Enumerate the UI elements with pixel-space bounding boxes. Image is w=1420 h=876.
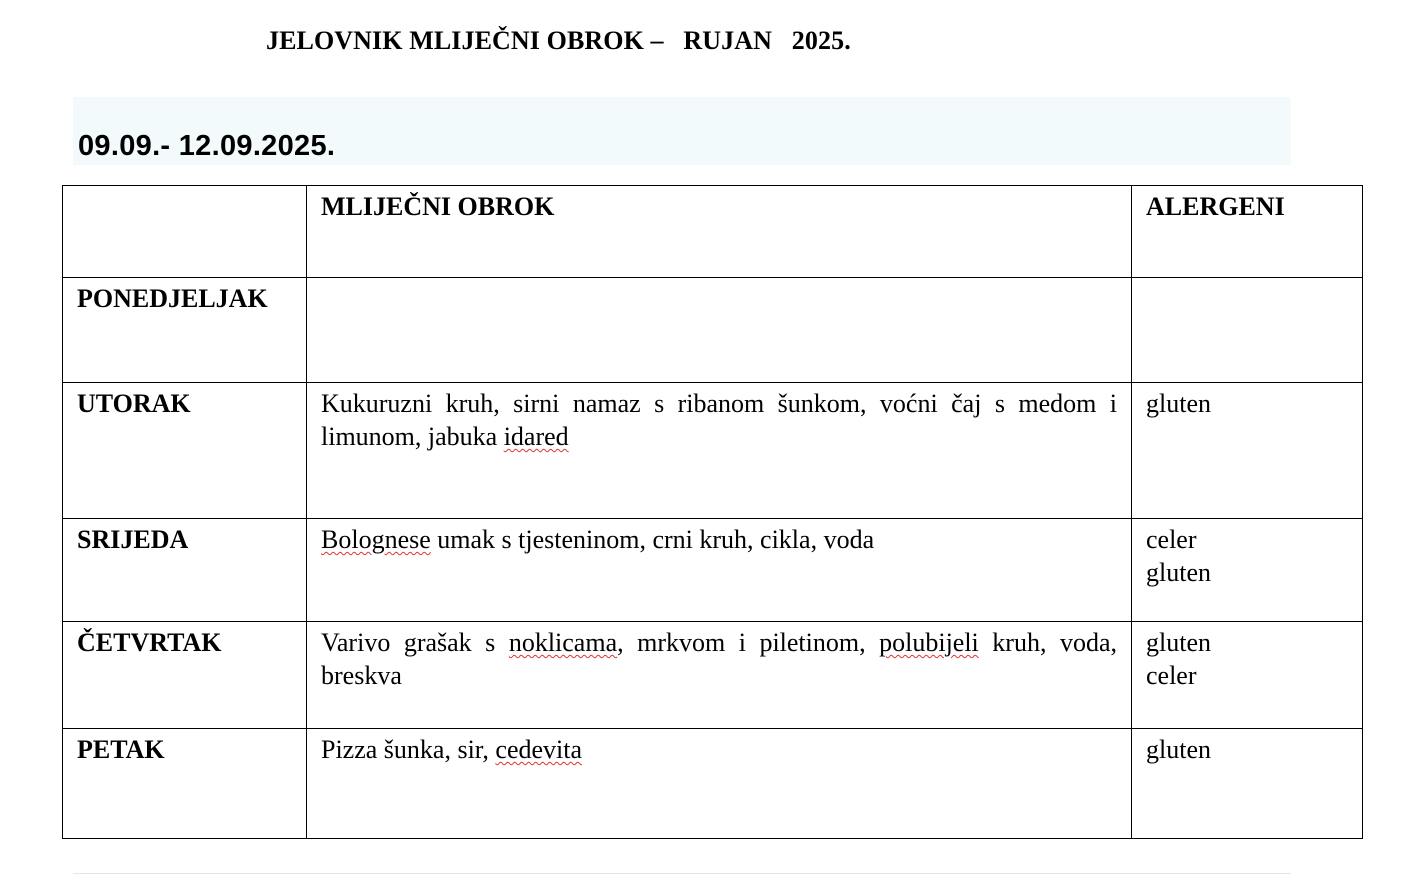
meal-cell (307, 278, 1132, 383)
meal-text: Pizza šunka, sir, (321, 735, 496, 764)
meal-cell (307, 729, 1132, 839)
allergen-item: gluten (1146, 628, 1211, 657)
table-row (63, 729, 1363, 839)
meal-cell (307, 519, 1132, 622)
meal-text: umak s tjesteninom, crni kruh, cikla, voda (430, 525, 875, 554)
day-cell: ČETVRTAK (63, 622, 307, 729)
spellcheck-flagged-word: polubijeli (879, 628, 979, 657)
allergens-cell (1132, 278, 1363, 383)
meal-text: , mrkvom i piletinom, (617, 628, 880, 657)
allergen-item: gluten (1146, 389, 1211, 418)
day-cell: SRIJEDA (63, 519, 307, 622)
menu-table (62, 185, 1363, 839)
meal-text: Kukuruzni kruh, sirni namaz s ribanom šunkom, voćni čaj s medom i limunom, jabuka (321, 389, 1117, 451)
allergen-item: celer (1146, 661, 1197, 690)
table-row (63, 278, 1363, 383)
day-cell: PONEDJELJAK (63, 278, 307, 383)
header-allergens-cell: ALERGENI (1132, 186, 1363, 278)
header-meal-cell: MLIJEČNI OBROK (307, 186, 1132, 278)
allergens-cell (1132, 622, 1363, 729)
page-title: JELOVNIK MLIJEČNI OBROK – RUJAN 2025. (266, 26, 851, 55)
table-row (63, 519, 1363, 622)
allergens-cell (1132, 729, 1363, 839)
meal-text: kruh, voda, breskva (321, 628, 1118, 690)
allergen-item: gluten (1146, 735, 1211, 764)
allergens-cell (1132, 519, 1363, 622)
header-row (63, 186, 1363, 278)
spellcheck-flagged-word: idared (503, 422, 569, 451)
page-bottom-divider (73, 873, 1291, 874)
header-day-cell (63, 186, 307, 278)
allergen-item: celer (1146, 525, 1197, 554)
meal-cell (307, 383, 1132, 519)
meal-text: Varivo grašak s (321, 628, 509, 657)
allergens-cell (1132, 383, 1363, 519)
spellcheck-flagged-word: Bolognese (321, 525, 431, 554)
meal-cell (307, 622, 1132, 729)
spellcheck-flagged-word: noklicama (508, 628, 618, 657)
day-cell: UTORAK (63, 383, 307, 519)
day-cell: PETAK (63, 729, 307, 839)
allergen-item: gluten (1146, 558, 1211, 587)
spellcheck-flagged-word: cedevita (495, 735, 583, 764)
table-row (63, 383, 1363, 519)
date-range: 09.09.- 12.09.2025. (78, 130, 336, 162)
table-row (63, 622, 1363, 729)
